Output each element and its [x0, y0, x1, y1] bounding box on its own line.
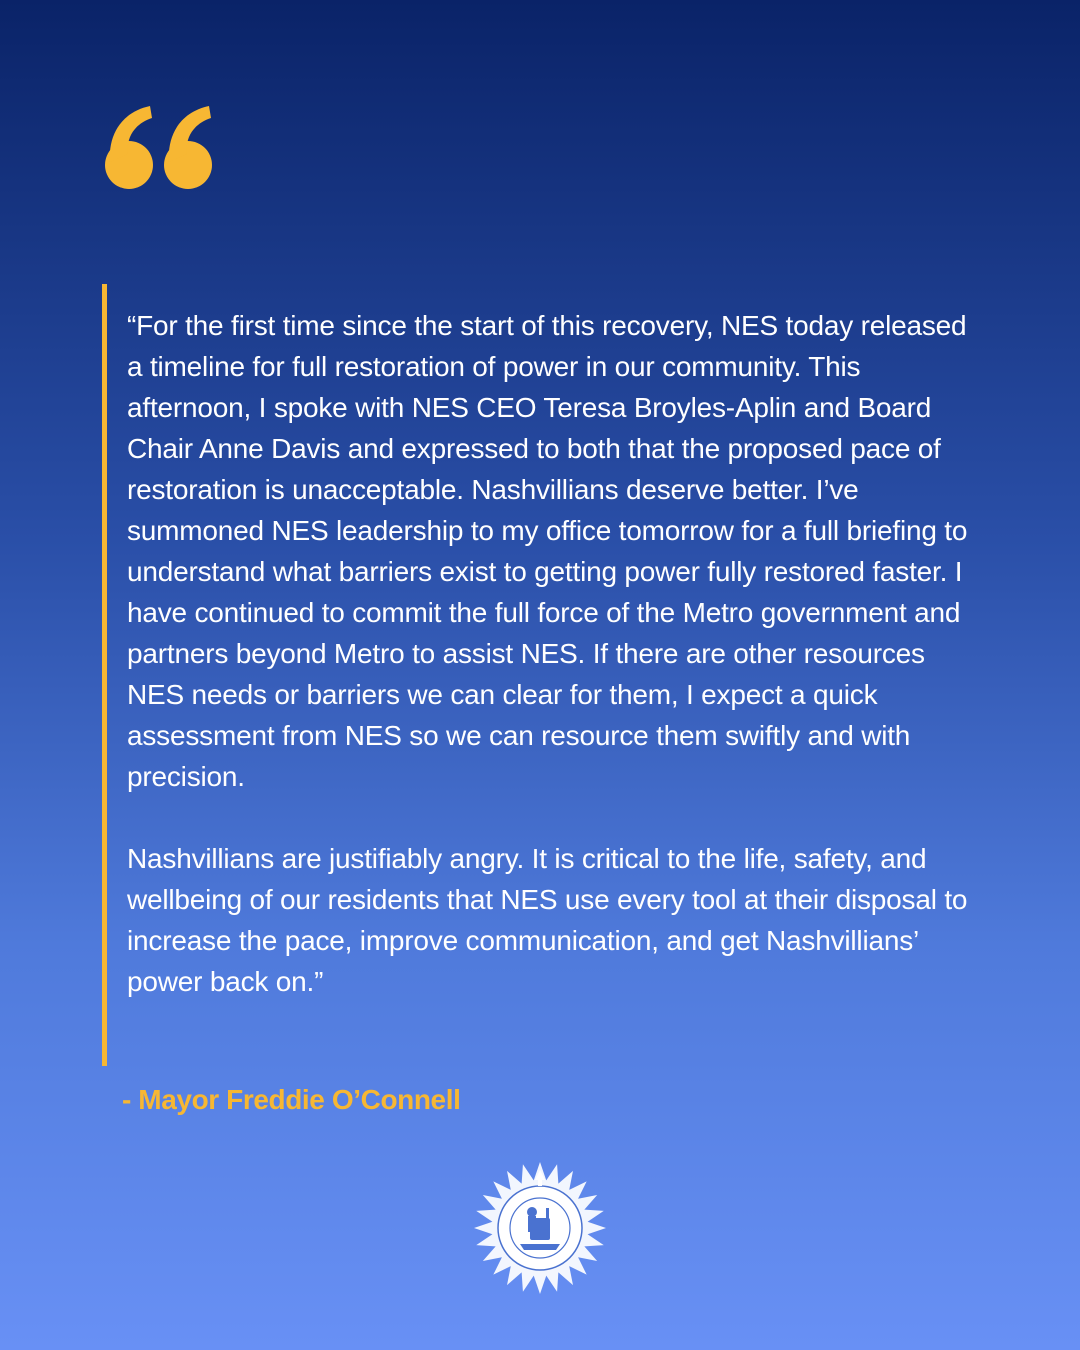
quote-body — [127, 305, 987, 1002]
metro-government-seal-icon — [472, 1160, 608, 1296]
quote-paragraph: Nashvillians are justifiably angry. It is critical to the life, safety, and wellbeing of our residents that NES use every tool at their disposal to increase the pace, improve communication, and get Nashvillians’ power back on.” — [127, 843, 968, 997]
quote-attribution: - Mayor Freddie O’Connell — [122, 1084, 461, 1115]
quote-mark-icon — [104, 104, 216, 190]
quote-paragraph: “For the first time since the start of this recovery, NES today released a timeline for full restoration of power in our community. This afternoon, I spoke with NES CEO Teresa Broyles-Aplin and Board Chair Anne Davis and expressed to both that the proposed pace of restoration is unacceptable. Nashvillians deserve better. I’ve summoned NES leadership to my office tomorrow for a full briefing to understand what barriers exist to getting power fully restored faster. I have continued to commit the full force of the Metro government and partners beyond Metro to assist NES. If there are other resources NES needs or barriers we can clear for them, I expect a quick assessment from NES so we can resource them swiftly and with precision. — [127, 310, 968, 792]
quote-accent-bar — [102, 284, 107, 1066]
